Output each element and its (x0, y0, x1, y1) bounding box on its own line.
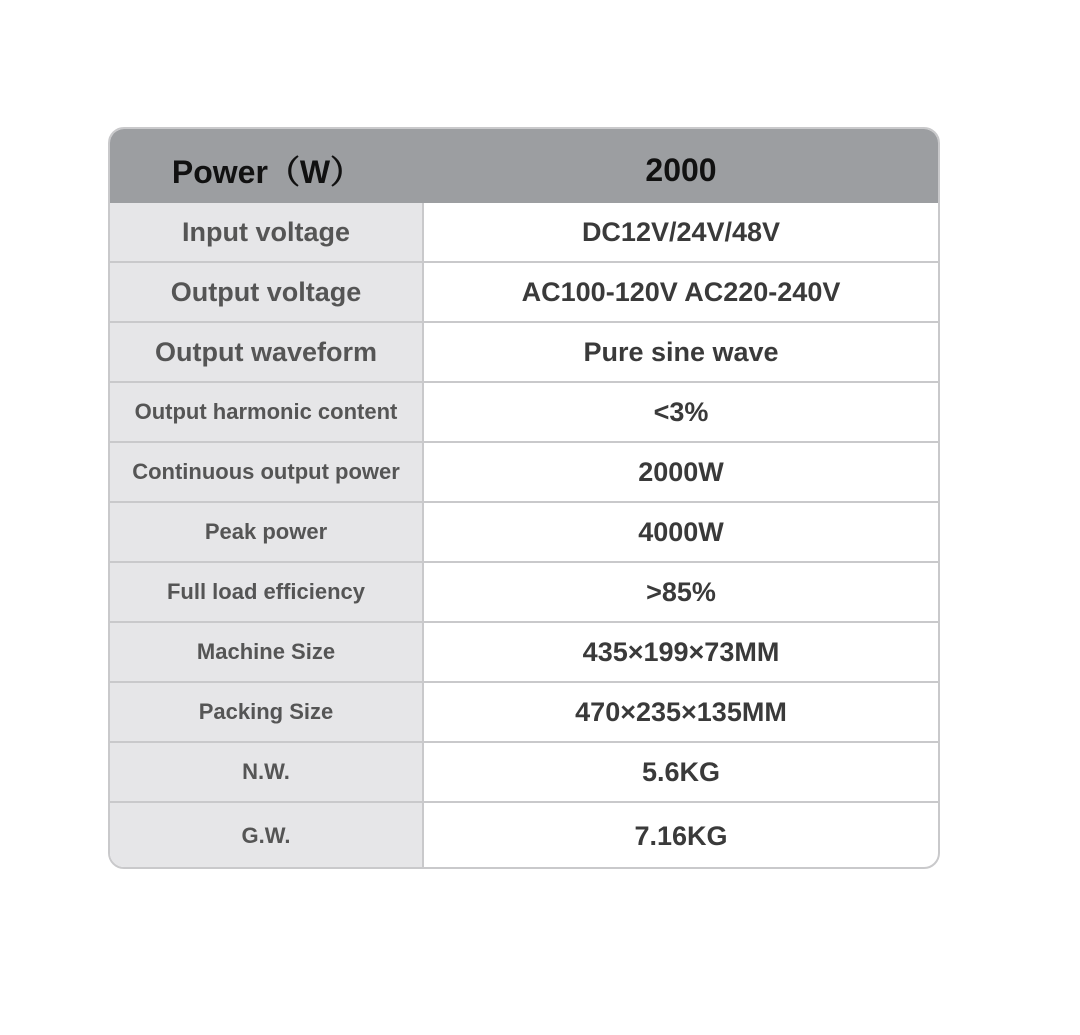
row-value: 470×235×135MM (575, 696, 787, 727)
row-label: Output waveform (110, 323, 424, 381)
row-value: >85% (646, 576, 716, 607)
row-value: 4000W (638, 516, 724, 547)
row-label: Input voltage (110, 203, 424, 261)
header-label: Power（W） (171, 154, 363, 190)
row-label: G.W. (110, 803, 424, 869)
row-label: Output voltage (110, 263, 424, 321)
row-label: Full load efficiency (110, 563, 424, 621)
table-row (110, 203, 938, 263)
row-label: Machine Size (110, 623, 424, 681)
row-label: Peak power (110, 503, 424, 561)
spec-table (108, 127, 940, 869)
table-row (110, 443, 938, 503)
table-row (110, 563, 938, 623)
row-label: N.W. (110, 743, 424, 801)
table-row (110, 683, 938, 743)
header-value: 2000 (645, 151, 717, 188)
table-row (110, 263, 938, 323)
row-value: 435×199×73MM (582, 636, 780, 667)
table-row (110, 623, 938, 683)
row-value: 2000W (638, 456, 724, 487)
table-row (110, 323, 938, 383)
row-value: AC100-120V AC220-240V (521, 276, 841, 307)
table-body (110, 203, 938, 869)
table-header-row (110, 129, 938, 203)
table-row (110, 743, 938, 803)
row-label: Output harmonic content (110, 383, 424, 441)
row-label: Continuous output power (110, 443, 424, 501)
row-value: Pure sine wave (583, 336, 779, 367)
row-value: DC12V/24V/48V (581, 216, 781, 247)
table-row (110, 503, 938, 563)
row-value: <3% (653, 396, 709, 427)
table-row (110, 383, 938, 443)
row-value: 5.6KG (641, 756, 721, 787)
table-row (110, 803, 938, 869)
row-value: 7.16KG (634, 820, 728, 851)
row-label: Packing Size (110, 683, 424, 741)
